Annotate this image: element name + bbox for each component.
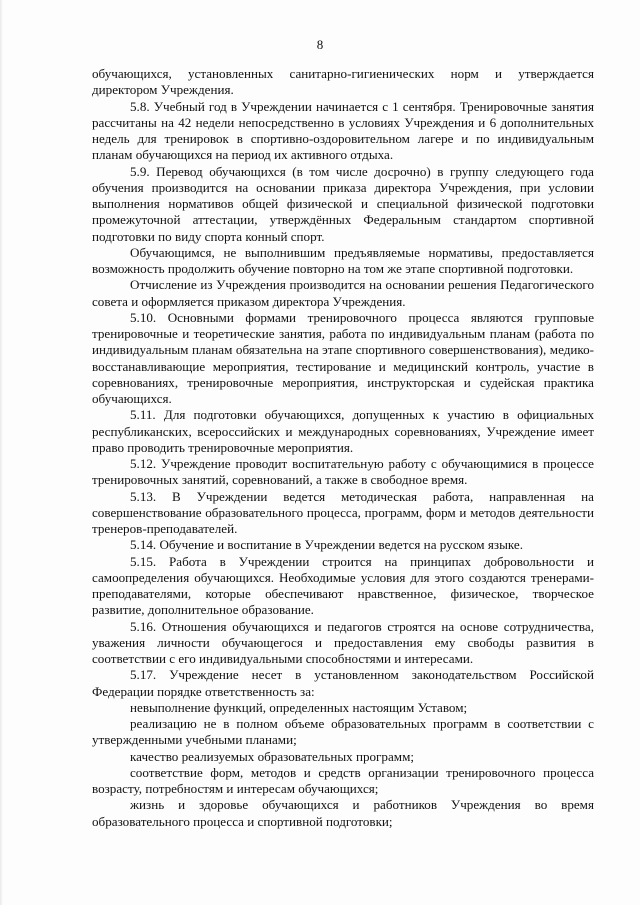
paragraph-5-14: 5.14. Обучение и воспитание в Учреждении ведется на русском языке. [130, 537, 523, 553]
scan-edge-shadow [0, 0, 3, 905]
paragraph-repeat-training: Обучающимся, не выполнившим предъявляемые нормативы, предоставляется возможность продолжить обучение повторно на том же этапе спортивной подготовки. [92, 244, 594, 276]
paragraph-5-9: 5.9. Перевод обучающихся (в том числе досрочно) в группу следующего года обучения производится на основании приказа директора Учреждения, при условии выполнения нормативов общей физической и специальной физической подготовки промежуточной аттестации, утверждённых Федеральным стандартом спортивной подготовки по виду спорта конный спорт. [92, 163, 594, 244]
paragraph-5-11: 5.11. Для подготовки обучающихся, допущенных к участию в официальных республиканских, всероссийских и международных соревнованиях, Учреждение имеет право проводить тренировочные мероприятия. [92, 407, 594, 455]
paragraph-5-17: 5.17. Учреждение несет в установленном законодательством Российской Федерации порядке ответственность за: [92, 667, 594, 699]
paragraph-expulsion: Отчисление из Учреждения производится на основании решения Педагогического совета и оформляется приказом директора Учреждения. [92, 277, 594, 309]
responsibility-item: невыполнение функций, определенных настоящим Уставом; [130, 699, 468, 715]
responsibility-item: жизнь и здоровье обучающихся и работников Учреждения во время образовательного процесса и спортивной подготовки; [92, 797, 594, 829]
page-number: 8 [316, 37, 324, 52]
paragraph-continuation: обучающихся, установленных санитарно-гигиенических норм и утверждается директором Учреждения. [92, 66, 594, 98]
paragraph-5-10: 5.10. Основными формами тренировочного процесса являются групповые тренировочные и теоретические занятия, работа по индивидуальным планам (работа по индивидуальным планам обязательна на этапе спортивного совершенствования), медико-восстанавливающие мероприятия, тестирование и медицинский контроль, участие в соревнованиях, тренировочные мероприятия, инструкторская и судейская практика обучающихся. [92, 309, 594, 406]
responsibility-item: соответствие форм, методов и средств организации тренировочного процесса возрасту, потребностям и интересам обучающихся; [92, 764, 594, 796]
responsibility-item: реализацию не в полном объеме образовательных программ в соответствии с утвержденными учебными планами; [92, 716, 594, 748]
paragraph-5-16: 5.16. Отношения обучающихся и педагогов строятся на основе сотрудничества, уважения личности обучающегося и предоставления ему свободы развития в соответствии с его индивидуальными способностями и интересами. [92, 618, 594, 666]
paragraph-5-12: 5.12. Учреждение проводит воспитательную работу с обучающимися в процессе тренировочных занятий, соревнований, а также в свободное время. [92, 456, 594, 488]
document-body [92, 66, 594, 830]
paragraph-5-15: 5.15. Работа в Учреждении строится на принципах добровольности и самоопределения обучающихся. Необходимые условия для этого создаются тренерами-преподавателями, которые обеспечивают нравственное, физическое, творческое развитие, дополнительное образование. [92, 553, 594, 618]
paragraph-5-8: 5.8. Учебный год в Учреждении начинается с 1 сентября. Тренировочные занятия рассчитаны на 42 недели непосредственно в условиях Учреждения и 6 дополнительных недель для тренировок в спортивно-оздоровительном лагере и по индивидуальным планам обучающихся на период их активного отдыха. [92, 98, 594, 163]
responsibility-item: качество реализуемых образовательных программ; [130, 748, 414, 764]
paragraph-5-13: 5.13. В Учреждении ведется методическая работа, направленная на совершенствование образовательного процесса, программ, форм и методов деятельности тренеров-преподавателей. [92, 488, 594, 536]
